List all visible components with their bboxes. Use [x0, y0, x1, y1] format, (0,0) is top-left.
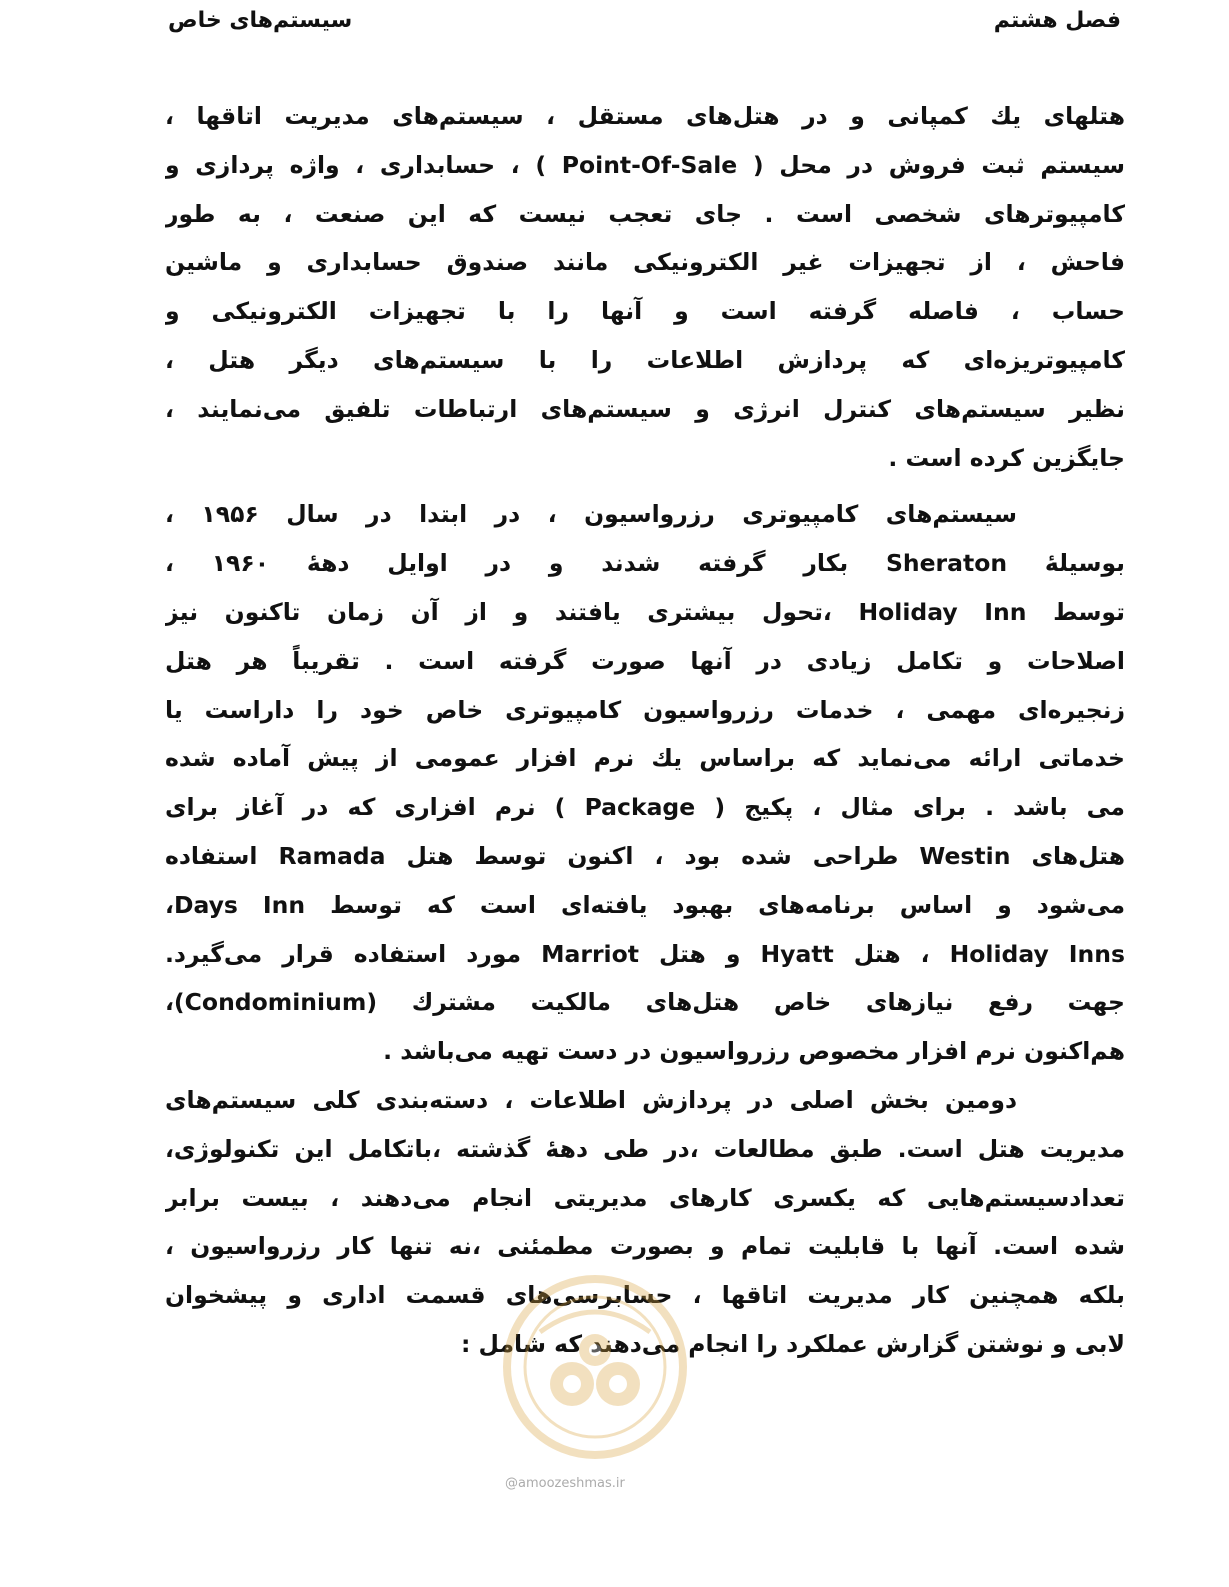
- section-header: سیستم‌های خاص: [168, 8, 353, 33]
- text-line: می باشد . برای مثال ، پکیج ( Package ) نرم افزاری که در آغاز برای: [165, 793, 1125, 822]
- text-line: لابی و نوشتن گزارش عملکرد را انجام می‌دهند که شامل :: [460, 1329, 1125, 1358]
- text-line: اصلاحات و تکامل زیادی در آنها صورت گرفته است . تقریباً هر هتل: [165, 646, 1125, 675]
- text-line: بلکه همچنین کار مدیریت اتاقها ، حسابرسی‌های قسمت اداری و پیشخوان: [165, 1281, 1125, 1310]
- text-line: مدیریت هتل است. طبق مطالعات ،در طی دههٔ گذشته ،باتکامل این تکنولوژی،: [165, 1134, 1125, 1163]
- text-line: هتلهای یك كمپانی و در هتل‌های مستقل ، سیستم‌های مدیریت اتاقها ،: [165, 102, 1125, 130]
- chapter-header: فصل هشتم: [993, 8, 1121, 33]
- text-line: نظیر سیستم‌های کنترل انرژی و سیستم‌های ارتباطات تلفیق می‌نمایند ،: [165, 394, 1125, 423]
- body-text: [165, 92, 1125, 1369]
- text-line: سیستم‌های کامپیوتری رزرواسیون ، در ابتدا در سال ۱۹۵۶ ،: [165, 500, 1017, 529]
- text-line: تعدادسیستم‌هایی که یکسری کارهای مدیریتی انجام می‌دهند ، بیست برابر: [165, 1183, 1125, 1212]
- text-line: حساب ، فاصله گرفته است و آنها را با تجهیزات الکترونیکی و: [165, 297, 1125, 326]
- text-line: شده است. آنها با قابلیت تمام و بصورت مطمئنی ،نه تنها کار رزرواسیون ،: [165, 1232, 1125, 1261]
- text-line: فاحش ، از تجهیزات غیر الکترونیکی مانند صندوق حسابداری و ماشین: [165, 248, 1125, 277]
- text-line: هتل‌های Westin طراحی شده بود ، اکنون توسط هتل Ramada استفاده: [165, 841, 1125, 870]
- text-line: سیستم ثبت فروش در محل ( Point-Of-Sale ) ، حسابداری ، واژه پردازی و: [165, 150, 1125, 179]
- text-line: دومین بخش اصلی در پردازش اطلاعات ، دسته‌بندی کلی سیستم‌های: [165, 1085, 1017, 1114]
- text-line: خدماتی ارائه می‌نماید که براساس یك نرم افزار عمومی از پیش آماده شده: [165, 744, 1125, 773]
- text-line: توسط Holiday Inn ،تحول بیشتری یافتند و از آن زمان تاکنون نیز: [165, 597, 1125, 626]
- text-line: زنجیره‌ای مهمی ، خدمات رزرواسیون کامپیوتری خاص خود را داراست یا: [165, 695, 1125, 724]
- text-line: بوسیلهٔ Sheraton بکار گرفته شدند و در اوایل دههٔ ۱۹۶۰ ،: [165, 549, 1125, 578]
- text-line: جایگزین کرده است .: [888, 443, 1125, 472]
- text-line: Holiday Inns ، هتل Hyatt و هتل Marriot مورد استفاده قرار می‌گیرد.: [165, 939, 1125, 968]
- text-line: هم‌اکنون نرم افزار مخصوص رزرواسیون در دست تهیه می‌باشد .: [383, 1037, 1125, 1066]
- text-line: کامپیوتریزه‌ای که پردازش اطلاعات را با سیستم‌های دیگر هتل ،: [165, 345, 1125, 374]
- watermark-url: @amoozeshmas.ir: [505, 1476, 625, 1491]
- text-line: کامپیوترهای شخصی است . جای تعجب نیست که این صنعت ، به طور: [165, 199, 1125, 228]
- watermark-seal-icon: [500, 1272, 690, 1462]
- text-line: جهت رفع نیازهای خاص هتل‌های مالکیت مشترك (Condominium)،: [165, 988, 1125, 1017]
- text-line: می‌شود و اساس برنامه‌های بهبود یافته‌ای است که توسط Days Inn،: [165, 890, 1125, 919]
